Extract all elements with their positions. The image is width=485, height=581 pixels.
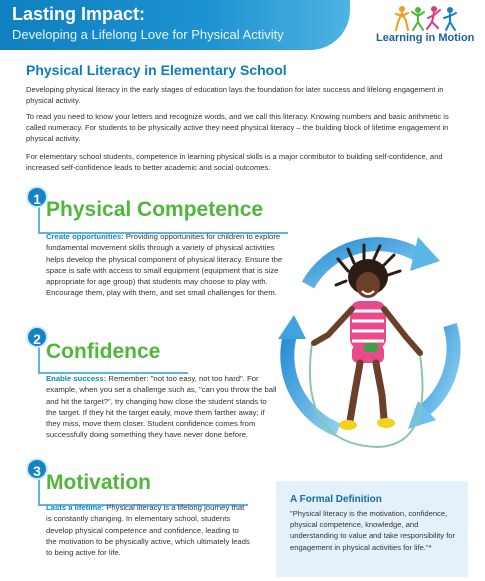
section-text: Providing opportunities for children to explore fundamental movement skills through a variety of physical activities helps develop the physical component of physical literacy. Ensure the space is safe with access to small equipment (equipment that is size appropriate for age group) that students may choose to play with. Encourage them, play with them, and set small challenges for them. [46, 232, 283, 298]
section-number-badge: 2 [26, 326, 48, 348]
section-text: Remember: "not too easy, not too hard". For example, when you set a challenge such as, "can you throw the ball and hit the target?", try changing how close the student stands to the target. If they hit the target easily, move them farther away; if they miss, move them closer. Student confidence comes from successfully doing something they have never done before. [46, 374, 277, 440]
section-lead: Enable success: [46, 374, 107, 383]
section-text: Physical literacy is a lifelong journey that is constantly changing. In elementary school, students develop physical competence and confidence, leading to the motivation to be physically active, which ultimately leads to being active for life. [46, 503, 250, 558]
definition-title: A Formal Definition [290, 494, 382, 505]
section-body [46, 373, 278, 441]
section-body [46, 502, 251, 558]
section-body [46, 231, 288, 299]
formal-definition-box [276, 481, 468, 577]
section-lead: Lasts a lifetime: [46, 503, 105, 512]
section-title-confidence: Confidence [46, 340, 161, 363]
page-header [0, 0, 485, 50]
header-subtitle: Developing a Lifelong Love for Physical Activity [12, 27, 284, 42]
header-title: Lasting Impact: [12, 4, 146, 24]
child-jumping-rope-illustration [268, 215, 468, 470]
intro-paragraph: To read you need to know your letters and recognize words, and we call this literacy. Knowing numbers and basic arithmetic is called numeracy. For students to be physically active they need physical literacy – the building block of lifetime engagement in physical activity. [26, 112, 449, 143]
section-lead: Create opportunities: [46, 232, 124, 241]
intro-paragraph: Developing physical literacy in the early stages of education lays the foundation for later success and lifelong engagement in physical activity. [26, 85, 444, 105]
section-title-physical-competence: Physical Competence [46, 198, 264, 221]
definition-text: "Physical literacy is the motivation, confidence, physical competence, knowledge, and understanding to value and take responsibility for engagement in physical activities for life."* [290, 509, 456, 552]
intro-title: Physical Literacy in Elementary School [26, 62, 287, 78]
intro-paragraph: For elementary school students, competence in learning physical skills is a major contributor to building self-confidence, and increased self-confidence leads to better academic and social outcomes. [26, 152, 443, 172]
logo-text: Learning in Motion [376, 32, 475, 44]
section-title-motivation: Motivation [46, 471, 151, 494]
logo-figures-icon [394, 4, 458, 32]
section-number-badge: 3 [26, 458, 48, 480]
section-number-badge: 1 [26, 186, 48, 208]
header-banner [0, 0, 350, 50]
learning-in-motion-logo [372, 4, 482, 48]
